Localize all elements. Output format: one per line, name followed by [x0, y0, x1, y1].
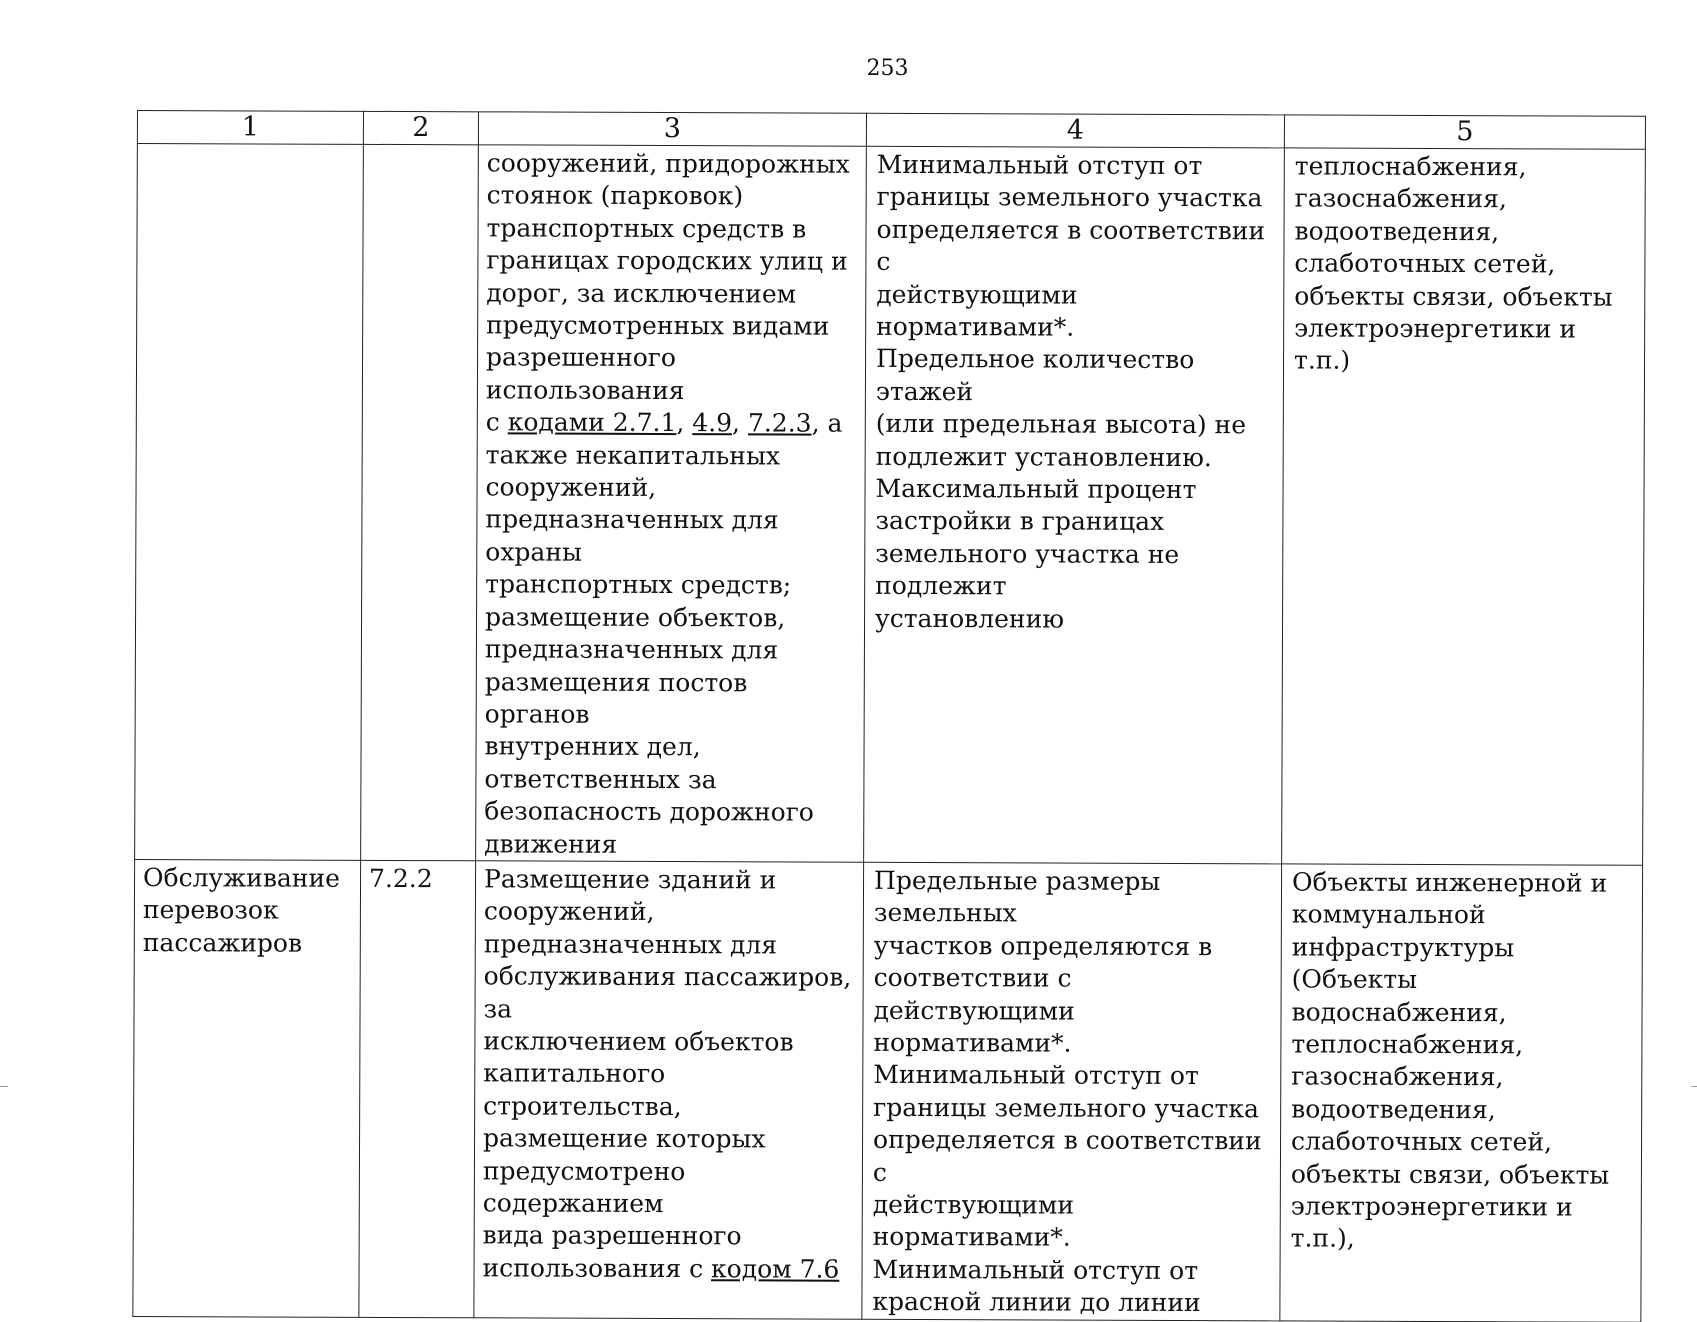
- text-fragment: сооружений, придорожных стоянок (парковок) транспортных средств в границах городских улиц и дорог, за исключением предусмотренных видами разрешенного использования с: [485, 148, 850, 437]
- code-link-7-6[interactable]: кодом 7.6: [711, 1254, 840, 1284]
- column-header-3: 3: [478, 112, 866, 146]
- cell-text: [138, 144, 363, 147]
- cell-auxiliary-uses: [1282, 148, 1646, 865]
- cell-use-type-code: [361, 144, 479, 860]
- cell-auxiliary-uses: [1280, 864, 1643, 1322]
- cell-limits: [862, 862, 1282, 1320]
- table-row: [133, 859, 1643, 1321]
- page-number: 253: [866, 56, 909, 81]
- cell-text: [364, 145, 478, 147]
- cell-use-type-code: [359, 860, 476, 1317]
- cell-use-type-name: [133, 859, 361, 1317]
- use-description-text: [474, 861, 863, 1286]
- text-fragment: , а также некапитальных сооружений, предназначенных для охраны транспортных средств; размещение объектов, предназначенных для размещения постов органов внутренних дел, ответственных за безопасность дорожного движения: [484, 408, 843, 859]
- table-row: [135, 144, 1646, 866]
- cell-limits: [864, 146, 1285, 864]
- code-link-7-2-3[interactable]: 7.2.3: [747, 408, 812, 438]
- use-type-name-text: Обслуживание перевозок пассажиров: [142, 862, 341, 958]
- auxiliary-uses-text: Объекты инженерной и коммунальной инфраструктуры (Объекты водоснабжения, теплоснабжения, газоснабжения, водоотведения, слаботочных сетей, объекты связи, объекты электроэнергетики и т.п.),: [1290, 867, 1610, 1254]
- column-header-2: 2: [363, 111, 478, 144]
- limits-text: Предельные размеры земельных участков определяются в соответствии с действующими нормативами*. Минимальный отступ от границы земельного участка определяется в соответствии с действующими нормативами*. Минимальный отступ от красной линии до линии: [872, 865, 1262, 1318]
- cell-use-description: [474, 861, 864, 1319]
- column-header-1: 1: [137, 111, 363, 145]
- use-type-code-text: 7.2.2: [368, 863, 433, 894]
- text-fragment: ,: [732, 408, 749, 438]
- auxiliary-uses-text: теплоснабжения, газоснабжения, водоотведения, слаботочных сетей, объекты связи, объекты электроэнергетики и т.п.): [1293, 151, 1613, 376]
- text-fragment: Размещение зданий и сооружений, предназначенных для обслуживания пассажиров, за исключением объектов капитального строительства, размещение которых предусмотрено содержанием вида разрешенного использования с: [482, 864, 852, 1284]
- column-header-4: 4: [866, 113, 1284, 148]
- limits-text: Минимальный отступ от границы земельного участка определяется в соответствии с действующими нормативами*. Предельное количество этажей (или предельная высота) не подлежит установлению. Максимальный процент застройки в границах земельного участка не подлежит установлению: [874, 149, 1266, 634]
- scan-mark-left: [0, 1086, 8, 1087]
- column-header-5: 5: [1284, 115, 1645, 149]
- use-description-text: [476, 145, 866, 861]
- cell-use-type-name: [135, 144, 364, 861]
- code-link-2-7-1[interactable]: кодами 2.7.1: [507, 407, 677, 438]
- code-link-4-9[interactable]: 4.9: [692, 408, 733, 438]
- text-fragment: ,: [676, 408, 693, 438]
- regulations-table: [132, 110, 1646, 1322]
- cell-use-description: [476, 145, 867, 862]
- scan-mark-right: [1691, 1086, 1697, 1087]
